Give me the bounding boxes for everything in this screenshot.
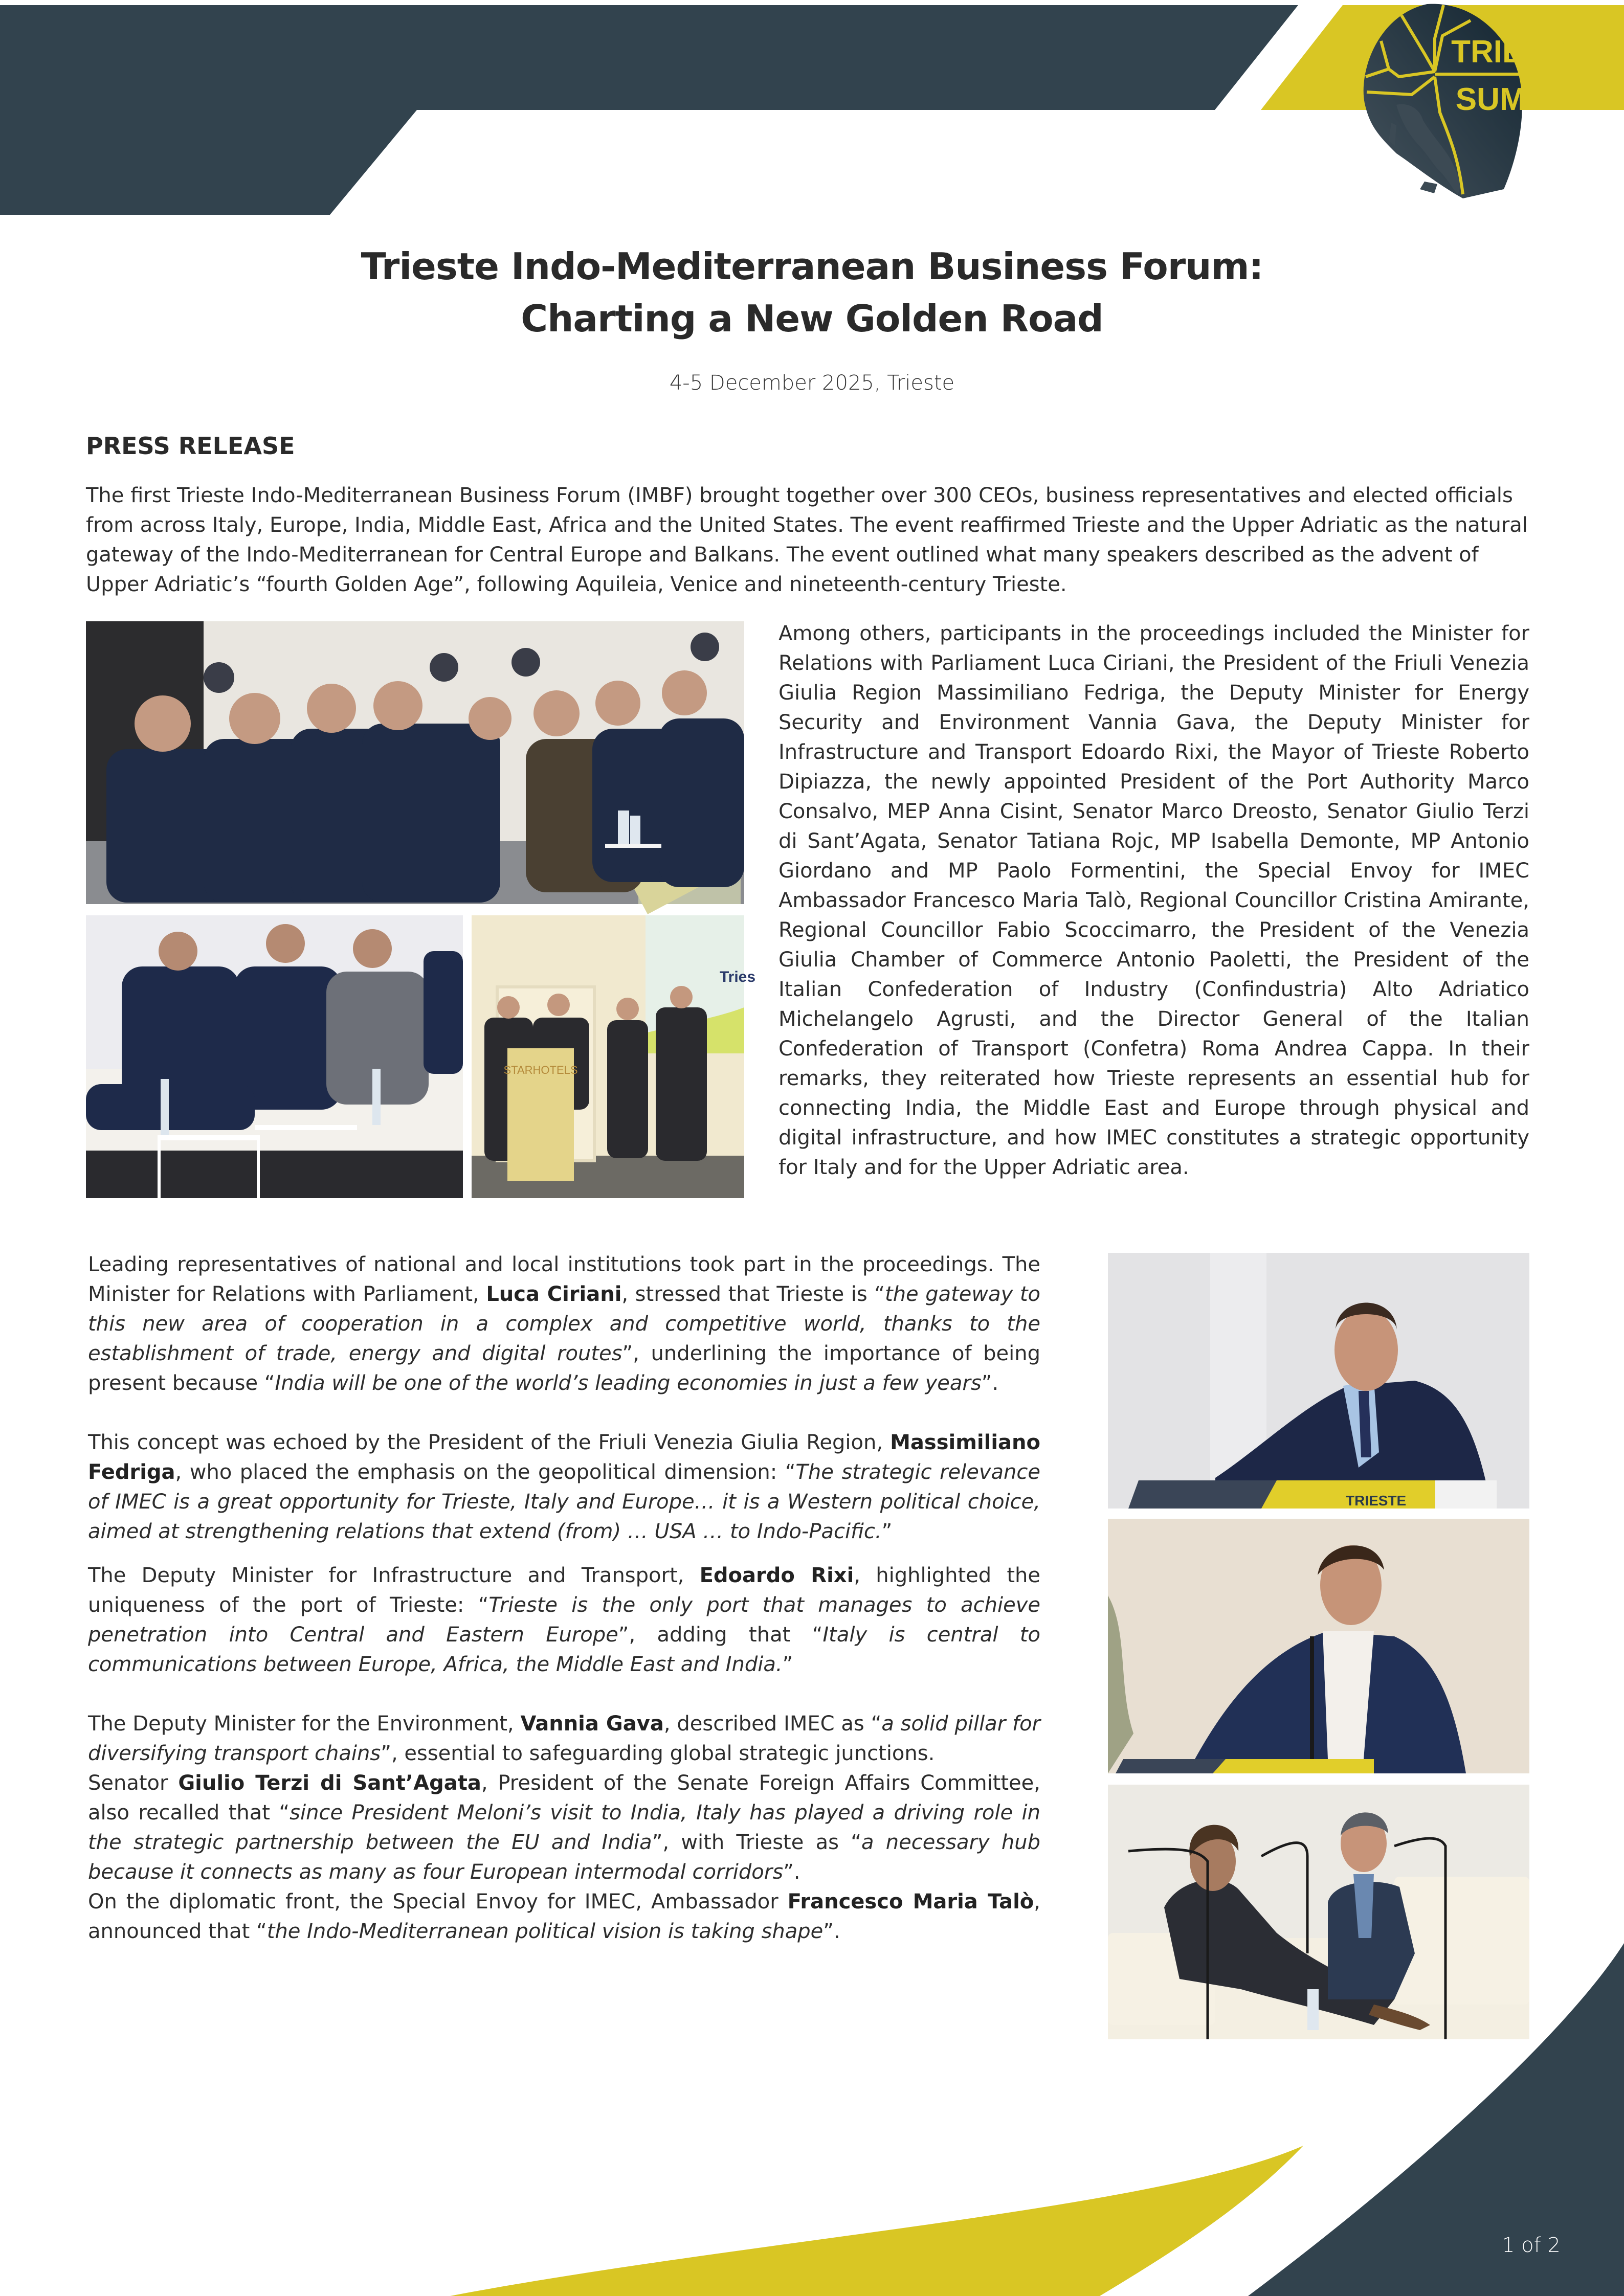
page-title (0, 240, 1624, 345)
quote-text: since President Meloni’s visit to India, Italy has played a driving role in the strategic partnership between the EU and India (88, 1801, 1040, 1854)
photo-speaker-seated (1108, 1519, 1529, 1773)
press-release-label: PRESS RELEASE (86, 432, 295, 460)
quote-text: Italy is central to communications between Europe, Africa, the Middle East and India. (88, 1623, 1040, 1676)
logo-text-trieste: TRIESTE (1451, 34, 1585, 70)
participants-paragraph: Among others, participants in the proceedings included the Minister for Relations with Parliament Luca Ciriani, the President of the Friuli Venezia Giulia Region Massimiliano Fedriga, the Deputy Minister for Energy Security and Environment Vannia Gava, the Deputy Minister for Infrastructure and Transport Edoardo Rixi, the Mayor of Trieste Roberto Dipiazza, the newly appointed President of the Port Authority Marco Consalvo, MEP Anna Cisint, Senator Marco Dreosto, Senator Giulio Terzi di Sant’Agata, Senator Tatiana Rojc, MP Isabella Demonte, MP Antonio Giordano and MP Paolo Formentini, the Special Envoy for IMEC Ambassador Francesco Maria Talò, Regional Councillor Cristina Amirante, Regional Councillor Fabio Scoccimarro, the President of the Venezia Giulia Chamber of Commerce Antonio Paoletti, the President of the Italian Confederation of Industry (Confindustria) Alto Adriatico Michelangelo Agrusti, and the Director General of the Italian Confederation of Transport (Confetra) Roma Andrea Cappa. In their remarks, they reiterated how Trieste represents an essential hub for connecting India, the Middle East and Europe through physical and digital infrastructure, and how IMEC constitutes a strategic opportunity for Italy and for the Upper Adriatic area. (778, 622, 1529, 1179)
page-title-line-1: Trieste Indo-Mediterranean Business Forum: (361, 245, 1263, 288)
quote-text: Trieste is the only port that manages to achieve penetration into Central and Eastern Europe (88, 1593, 1040, 1647)
quote-text: The strategic relevance of IMEC is a great opportunity for Trieste, Italy and Europe… it is a Western political choice, aimed at strengthening relations that extend (from) … USA … to Indo-Pacific. (88, 1460, 1041, 1543)
speaker-name: Luca Ciriani (486, 1282, 622, 1306)
quote-ciriani: Leading representatives of national and local institutions took part in the proceedings. The Minister for Relations with Parliament, Luca Ciriani, stressed that Trieste is “the gateway to this new area of cooperation in a complex and competitive world, thanks to the establishment of trade, energy and digital routes”, underlining the importance of being present because “India will be one of the world’s leading economies in just a few years”. (88, 1253, 1041, 1395)
trieste-summit-logo (1309, 0, 1616, 205)
quote-text: the gateway to this new area of cooperation in a complex and competitive world, thanks to the establishment of trade, energy and digital routes (88, 1282, 1041, 1365)
page-number: 1 of 2 (1502, 2234, 1561, 2257)
photo-speakers-at-podium (472, 915, 756, 1198)
speaker-name: Francesco Maria Talò (787, 1890, 1034, 1914)
quotes-section (88, 1250, 1040, 1946)
intro-paragraph: The first Trieste Indo-Mediterranean Business Forum (IMBF) brought together over 300 CEOs, business representatives and elected officials from across Italy, Europe, India, Middle East, Africa and the United States. The event reaffirmed Trieste and the Upper Adriatic as the natural gateway of the Indo-Mediterranean for Central Europe and Balkans. The event outlined what many speakers described as the advent of Upper Adriatic’s “fourth Golden Age”, following Aquileia, Venice and nineteenth-century Trieste. (86, 484, 1528, 596)
quote-text: a necessary hub because it connects as many as four European intermodal corridors (88, 1831, 1041, 1884)
quote-talo: On the diplomatic front, the Special Envoy for IMEC, Ambassador Francesco Maria Talò, announced that “the Indo-Mediterranean political vision is taking shape”. (88, 1890, 1040, 1943)
quote-gava: The Deputy Minister for the Environment, Vannia Gava, described IMEC as “a solid pillar for diversifying transport chains”, essential to safeguarding global strategic junctions. (88, 1712, 1040, 1765)
speaker-name: Vannia Gava (520, 1712, 664, 1736)
sicily-icon (1420, 182, 1437, 193)
screen-text: Tries (720, 969, 756, 985)
logo-text-summit: SUMMIT (1455, 82, 1581, 117)
quote-text: the Indo-Mediterranean political vision is taking shape (266, 1920, 824, 1943)
footer-yellow-swoosh (450, 2146, 1303, 2296)
quote-text: a solid pillar for diversifying transport chains (88, 1712, 1040, 1765)
photo-two-panelists-talking (1108, 1785, 1529, 2039)
speaker-name: Edoardo Rixi (699, 1564, 854, 1587)
speaker-name: Massimiliano Fedriga (88, 1431, 1040, 1484)
event-date-location: 4-5 December 2025, Trieste (669, 371, 955, 395)
quote-rixi: The Deputy Minister for Infrastructure and Transport, Edoardo Rixi, highlighted the uniqueness of the port of Trieste: “Trieste is the only port that manages to achieve penetration into Central and Eastern Europe”, adding that “Italy is central to communications between Europe, Africa, the Middle East and India.” (88, 1564, 1041, 1676)
header-navy-band (0, 5, 1298, 215)
photo-panel-discussion (86, 915, 463, 1198)
quote-terzi: Senator Giulio Terzi di Sant’Agata, President of the Senate Foreign Affairs Committee, also recalled that “since President Meloni’s visit to India, Italy has played a driving role in the strategic partnership between the EU and India”, with Trieste as “a necessary hub because it connects as many as four European intermodal corridors”. (88, 1771, 1041, 1884)
page-title-line-2: Charting a New Golden Road (521, 297, 1103, 340)
speaker-name: Giulio Terzi di Sant’Agata (178, 1771, 481, 1795)
lectern-text: TRIESTE (1346, 1493, 1407, 1509)
photo-audience-applauding (86, 621, 744, 904)
quote-text: India will be one of the world’s leading economies in just a few years (275, 1371, 982, 1395)
podium-text: STARHOTELS (503, 1064, 578, 1076)
quote-fedriga: This concept was echoed by the President of the Friuli Venezia Giulia Region, Massimiliano Fedriga, who placed the emphasis on the geopolitical dimension: “The strategic relevance of IMEC is a great opportunity for Trieste, Italy and Europe… it is a Western political choice, aimed at strengthening relations that extend (from) … USA … to Indo-Pacific.” (88, 1431, 1041, 1543)
photo-speaker-at-lectern (1108, 1253, 1529, 1509)
